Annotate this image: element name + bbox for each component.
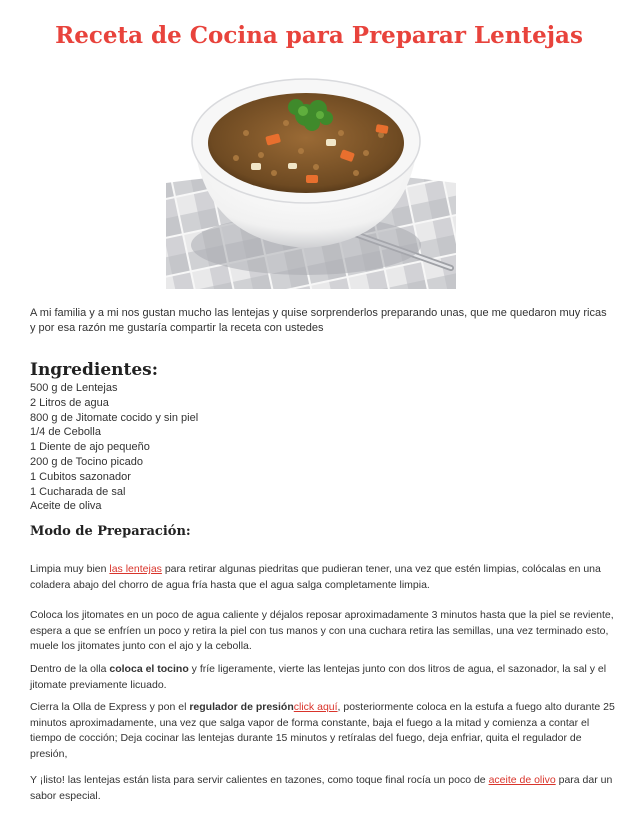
step-5-text-b: para dar un sabor especial. <box>30 774 613 802</box>
step-4-text-a: Cierra la Olla de Express y pon el <box>30 701 190 713</box>
ingredient-item: 1 Diente de ajo pequeño <box>30 441 150 454</box>
method-step-4 <box>30 700 615 762</box>
step-4-bold: regulador de presión <box>189 701 294 713</box>
lentil-soup-photo <box>166 63 456 289</box>
ingredient-item: 800 g de Jitomate cocido y sin piel <box>30 411 199 424</box>
ingredient-item: Aceite de oliva <box>30 500 102 513</box>
page-title: Receta de Cocina para Preparar Lentejas <box>55 22 583 49</box>
method-step-3 <box>30 662 615 693</box>
ingredient-item: 500 g de Lentejas <box>30 382 118 394</box>
ingredient-item: 1 Cucharada de sal <box>30 485 126 498</box>
ingredient-item: 200 g de Tocino picado <box>30 455 143 468</box>
method-heading: Modo de Preparación: <box>30 524 191 539</box>
step-5-text-a: Y ¡listo! las lentejas están lista para servir calientes en tazones, como toque final rocía un poco de <box>30 774 489 786</box>
method-step-2: Coloca los jitomates en un poco de agua caliente y déjalos reposar aproximadamente 3 minutos hasta que la piel se reviente, espera a que se enfríen un poco y retira la piel con tus manos y con una cuchara retira las semillas, una vez terminado esto, muele los jitomates junto con el ajo y la cebolla. <box>30 609 614 652</box>
method-step-1 <box>30 562 615 593</box>
ingredients-list <box>30 381 198 514</box>
step-4-text-b: , posteriormente coloca en la estufa a fuego alto durante 25 minutos aproximadamente, una vez que salga vapor de forma constante, baja el fuego a la mitad y comienza a contar el tiempo de cocción; Deja cocinar las lentejas durante 15 minutos y retíralas del fuego, deja enfriar, quita el regulador de presión, <box>30 701 615 760</box>
ingredient-item: 1/4 de Cebolla <box>30 426 101 439</box>
step-1-text-b: para retirar algunas piedritas que pudieran tener, una vez que estén limpias, colócalas en una coladera abajo del chorro de agua fría hasta que el agua salga completamente limpia. <box>30 563 601 591</box>
step-3-text-b: y fríe ligeramente, vierte las lentejas junto con dos litros de agua, el sazonador, la sal y el jitomate previamente licuado. <box>30 663 607 691</box>
intro-text: A mi familia y a mi nos gustan mucho las lentejas y quise sorprenderlos preparando unas, que me quedaron muy ricas y por esa razón me gustaría compartir la receta con ustedes <box>30 307 607 334</box>
lentejas-link[interactable]: las lentejas <box>109 563 162 575</box>
ingredient-item: 2 Litros de agua <box>30 396 109 409</box>
click-aqui-link[interactable]: click aquí <box>293 701 338 713</box>
method-step-5 <box>30 773 615 804</box>
step-3-text-a: Dentro de la olla <box>30 663 110 675</box>
step-3-bold: coloca el tocino <box>109 663 189 675</box>
ingredient-item: 1 Cubitos sazonador <box>30 470 131 483</box>
aceite-de-olivo-link[interactable]: aceite de olivo <box>488 774 556 786</box>
ingredients-heading: Ingredientes: <box>30 360 159 380</box>
step-1-text-a: Limpia muy bien <box>30 563 110 575</box>
